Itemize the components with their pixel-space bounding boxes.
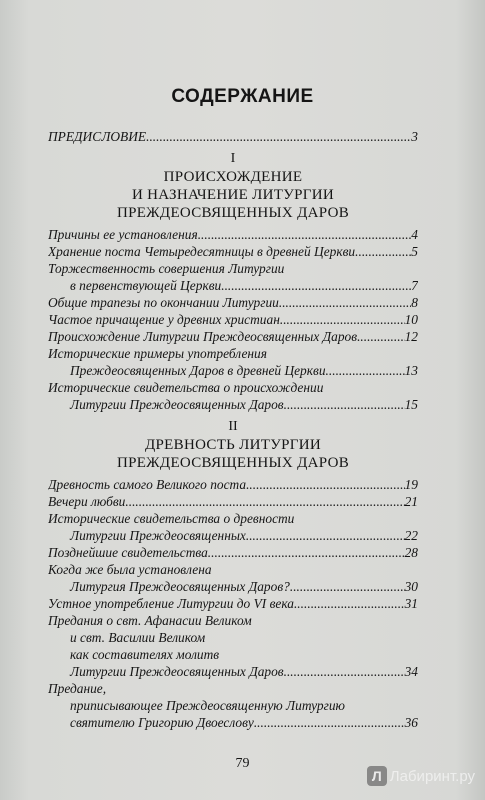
toc-page-number: 7: [411, 278, 418, 293]
toc-entry: [48, 663, 418, 680]
toc-entry-text: Торжественность совершения Литургии: [48, 261, 285, 276]
labirint-logo-icon: Л: [367, 766, 387, 786]
toc-entry: [48, 294, 418, 311]
toc-entry-text: в первенствующей Церкви: [70, 278, 222, 293]
toc-entry: [48, 226, 418, 243]
section-title-line: ПРЕЖДЕОСВЯЩЕННЫХ ДАРОВ: [116, 205, 350, 221]
page-number: 79: [235, 756, 250, 771]
toc-entry-text: Литургии Преждеосвященных Даров: [70, 397, 284, 412]
toc-entry: [48, 714, 418, 731]
toc-page-number: 4: [411, 227, 418, 242]
dot-leader: [246, 527, 405, 544]
toc-entry-text: Происхождение Литургии Преждеосвященных Даров: [48, 329, 358, 344]
toc-entry: [48, 493, 418, 510]
toc-entry-text: Хранение поста Четыредесятницы в древней Церкви: [48, 244, 356, 259]
dot-leader: [284, 396, 405, 413]
section-title-line: ПРЕЖДЕОСВЯЩЕННЫХ ДАРОВ: [116, 455, 350, 471]
dot-leader: [290, 578, 405, 595]
toc-entry-text: Исторические свидетельства о древности: [48, 511, 295, 526]
toc-entry-text: Литургии Преждеосвященных Даров: [70, 664, 284, 679]
toc-entry-text: Исторические примеры употребления: [48, 346, 267, 361]
toc-entry-text: Общие трапезы по окончании Литургии: [48, 295, 279, 310]
toc-page-number: 19: [404, 477, 418, 492]
toc-entry-text: Исторические свидетельства о происхождении: [48, 380, 324, 395]
toc-entry-text: Предание,: [48, 681, 107, 696]
toc-page-number: 22: [404, 528, 418, 543]
toc-entry: [48, 578, 418, 595]
toc-page-number: 34: [404, 664, 418, 679]
toc-page-number: 28: [404, 545, 418, 560]
toc-entry: [48, 311, 418, 328]
dot-leader: [125, 493, 404, 510]
dot-leader: [254, 714, 405, 731]
toc-entry-text: Частое причащение у древних христиан: [48, 312, 280, 327]
toc-entry-text: Когда же была установлена: [48, 562, 212, 577]
toc-entry: [48, 544, 418, 561]
toc-page-number: 5: [411, 244, 418, 259]
toc-page-number: 3: [411, 129, 418, 144]
toc-entry: [48, 476, 418, 493]
dot-leader: [280, 311, 405, 328]
watermark-text: Лабиринт.ру: [389, 767, 475, 785]
dot-leader: [355, 243, 411, 260]
dot-leader: [221, 277, 411, 294]
toc-page-number: 8: [411, 295, 418, 310]
section-title-line: И НАЗНАЧЕНИЕ ЛИТУРГИИ: [131, 187, 335, 203]
toc-page-number: 15: [404, 397, 418, 412]
toc-page-number: 21: [404, 494, 418, 509]
toc-entry: [48, 328, 418, 345]
toc-entry-text: как составителях молитв: [70, 647, 220, 662]
toc-entry: [48, 362, 418, 379]
toc-entry-text: приписывающее Преждеосвященную Литургию: [70, 698, 345, 713]
toc-entry-text: Преждеосвященных Даров в древней Церкви: [70, 363, 326, 378]
toc-page-number: 13: [404, 363, 418, 378]
toc-page-number: 36: [404, 715, 418, 730]
toc-entry: [48, 277, 418, 294]
toc-page-number: 10: [404, 312, 418, 327]
dot-leader: [246, 476, 405, 493]
dot-leader: [284, 663, 405, 680]
toc-entry-text: Литургии Преждеосвященных: [70, 528, 246, 543]
dot-leader: [198, 226, 412, 243]
dot-leader: [146, 128, 411, 145]
section-title-line: ПРОИСХОЖДЕНИЕ: [163, 169, 303, 185]
toc-entry-text: Древность самого Великого поста: [48, 477, 247, 492]
dot-leader: [357, 328, 405, 345]
toc-entry: [48, 243, 418, 260]
toc-entry-text: Предания о свт. Афанасии Великом: [48, 613, 252, 628]
toc-entry: [48, 396, 418, 413]
toc-entry-text: ПРЕДИСЛОВИЕ: [48, 129, 147, 144]
toc-entry: [48, 595, 418, 612]
toc-page-number: 30: [404, 579, 418, 594]
toc-entry-text: и свт. Василии Великом: [70, 630, 206, 645]
dot-leader: [208, 544, 405, 561]
toc-page-number: 12: [404, 329, 418, 344]
table-of-contents: [48, 128, 418, 731]
toc-entry-text: Причины ее установления: [48, 227, 198, 242]
toc-entry-text: Устное употребление Литургии до VI века: [48, 596, 294, 611]
toc-entry-text: Литургия Преждеосвященных Даров?: [70, 579, 290, 594]
section-number: II: [228, 419, 238, 434]
section-number: I: [230, 151, 236, 166]
watermark: [367, 766, 475, 786]
toc-entry: [48, 527, 418, 544]
toc-entry-text: святителю Григорию Двоеслову: [70, 715, 254, 730]
dot-leader: [326, 362, 405, 379]
section-title-line: ДРЕВНОСТЬ ЛИТУРГИИ: [145, 437, 321, 453]
toc-page-number: 31: [404, 596, 418, 611]
page-title: СОДЕРЖАНИЕ: [171, 86, 314, 107]
dot-leader: [294, 595, 405, 612]
toc-entry-text: Вечери любви: [48, 494, 126, 509]
dot-leader: [279, 294, 411, 311]
toc-entry-preface: [48, 128, 418, 145]
toc-entry-text: Позднейшие свидетельства: [48, 545, 208, 560]
